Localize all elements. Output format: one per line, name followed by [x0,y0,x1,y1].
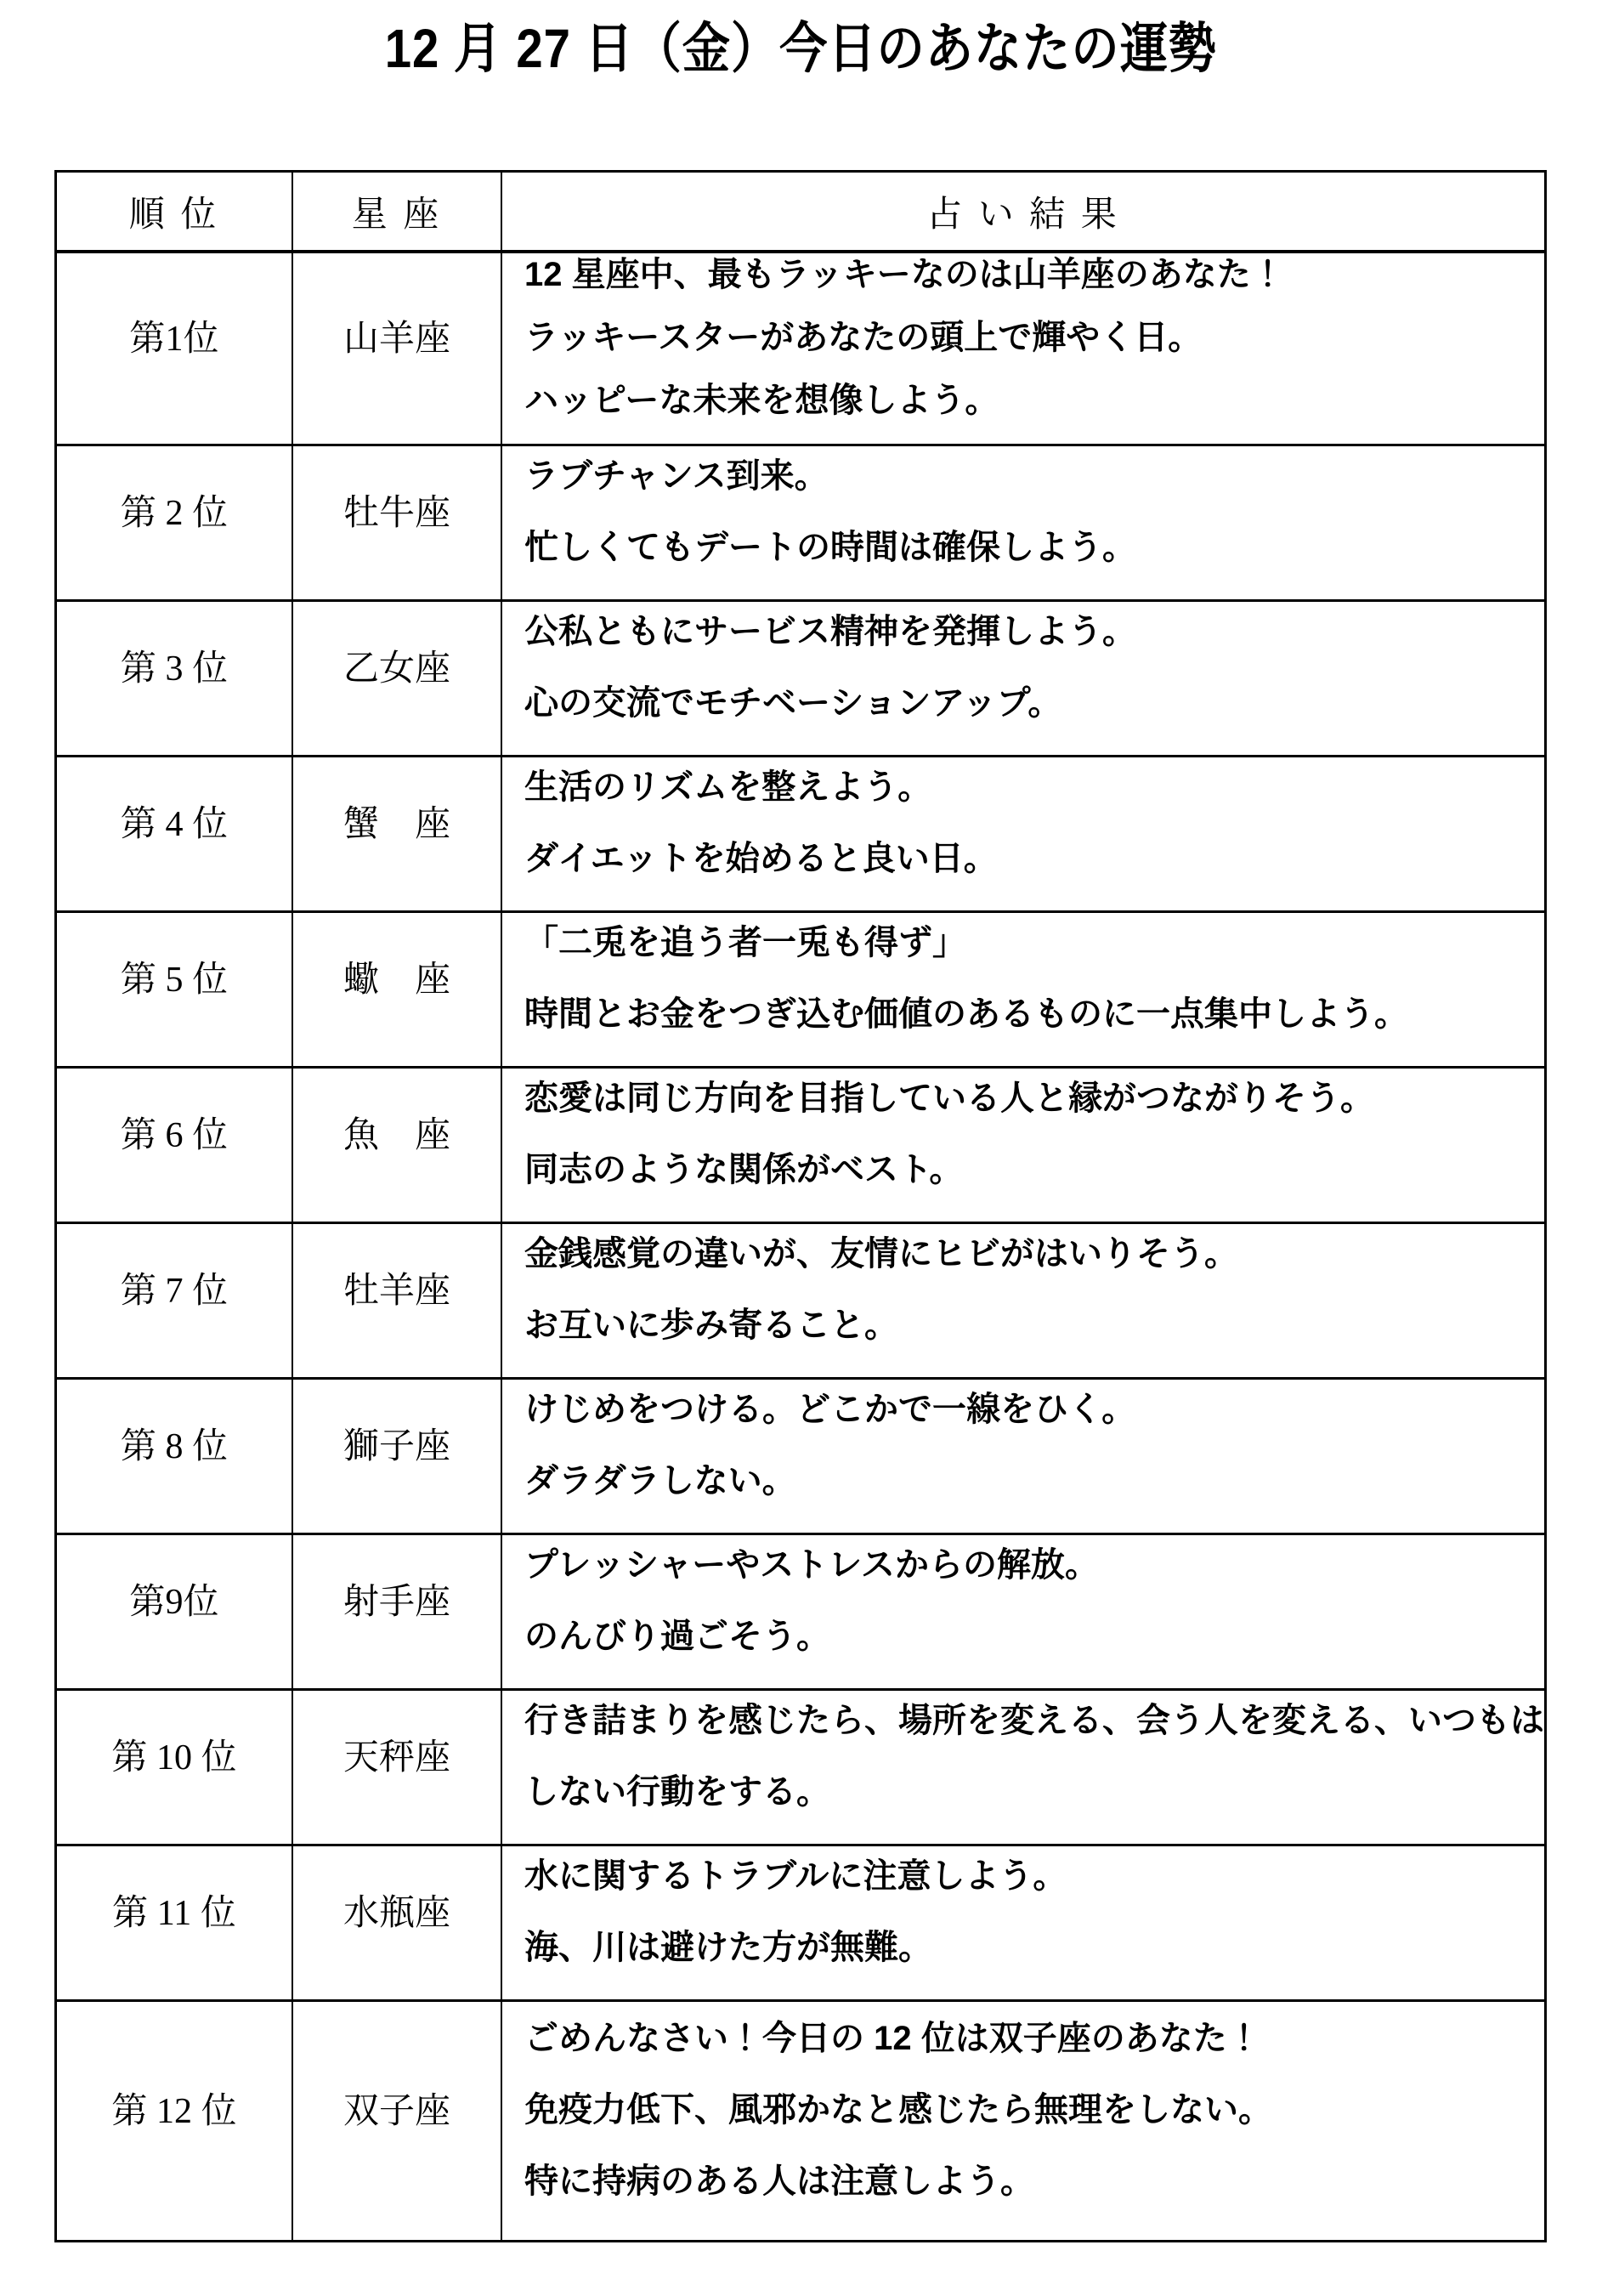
rank-cell: 第 4 位 [57,757,293,913]
fortune-line: ダラダラしない。 [524,1462,796,1499]
fortune-line: 同志のような関係がベスト。 [524,1151,964,1188]
result-cell [502,1380,1544,1535]
sign-cell: 魚 座 [293,1069,502,1224]
result-cell [502,1224,1544,1380]
sign-cell: 射手座 [293,1535,502,1691]
fortune-line: 特に持病のある人は注意しよう。 [524,2163,1034,2200]
fortune-line: しない行動をする。 [524,1773,830,1811]
fortune-line: 海、川は避けた方が無難。 [524,1929,932,1966]
fortune-line: プレッシャーやストレスからの解放。 [524,1546,1099,1584]
fortune-line: お互いに歩み寄ること。 [524,1307,898,1344]
sign-cell: 乙女座 [293,602,502,757]
sign-cell: 獅子座 [293,1380,502,1535]
fortune-line: 時間とお金をつぎ込む価値のあるものに一点集中しよう。 [524,995,1408,1033]
page-title-text: 12 月 27 日（金）今日のあなたの運勢 [384,18,1218,79]
page-title [0,12,1602,85]
sign-cell: 蠍 座 [293,913,502,1069]
sign-cell: 牡羊座 [293,1224,502,1380]
fortune-line: ラッキースターがあなたの頭上で輝やく日。 [524,319,1203,356]
fortune-line: ラブチャンス到来。 [524,457,829,495]
column-header-sign: 星 座 [293,173,502,253]
result-cell [502,253,1544,446]
fortune-line: 公私ともにサービス精神を発揮しよう。 [524,613,1136,650]
rank-cell: 第 12 位 [57,2002,293,2240]
fortune-line: 金銭感覚の違いが、友情にヒビがはいりそう。 [524,1235,1238,1273]
fortune-line: 免疫力低下、風邪かなと感じたら無理をしない。 [524,2091,1272,2129]
result-cell [502,1691,1544,1846]
result-cell [502,446,1544,602]
sign-cell: 水瓶座 [293,1846,502,2002]
sign-cell: 双子座 [293,2002,502,2240]
rank-cell: 第 6 位 [57,1069,293,1224]
sign-cell: 天秤座 [293,1691,502,1846]
column-header-rank: 順 位 [57,173,293,253]
result-cell [502,1846,1544,2002]
sign-cell: 山羊座 [293,253,502,446]
rank-cell: 第 7 位 [57,1224,293,1380]
sign-cell: 蟹 座 [293,757,502,913]
rank-cell: 第 11 位 [57,1846,293,2002]
rank-cell: 第1位 [57,253,293,446]
fortune-line: 行き詰まりを感じたら、場所を変える、会う人を変える、いつもは [524,1702,1544,1739]
rank-cell: 第 8 位 [57,1380,293,1535]
fortune-line: 「二兎を追う者一兎も得ず」 [524,924,966,961]
fortune-line: 生活のリズムを整えよう。 [524,768,932,806]
rank-cell: 第 3 位 [57,602,293,757]
sign-cell: 牡牛座 [293,446,502,602]
result-cell [502,1069,1544,1224]
result-cell [502,913,1544,1069]
fortune-line: けじめをつける。どこかで一線をひく。 [524,1391,1136,1428]
fortune-line: ごめんなさい！今日の 12 位は双子座のあなた！ [524,2020,1261,2057]
result-cell [502,2002,1544,2240]
rank-cell: 第 10 位 [57,1691,293,1846]
column-header-result: 占 い 結 果 [502,173,1544,253]
fortune-line: 心の交流でモチベーションアップ。 [524,684,1062,722]
fortune-line: ハッピーな未来を想像しよう。 [524,382,999,419]
result-cell [502,1535,1544,1691]
fortune-line: 12 星座中、最もラッキーなのは山羊座のあなた！ [524,256,1285,293]
result-cell [502,757,1544,913]
fortune-line: 忙しくてもデートの時間は確保しよう。 [524,529,1136,566]
fortune-line: 恋愛は同じ方向を目指している人と縁がつながりそう。 [524,1080,1374,1117]
fortune-line: 水に関するトラブルに注意しよう。 [524,1857,1067,1895]
fortune-line: ダイエットを始めると良い日。 [524,840,998,877]
rank-cell: 第9位 [57,1535,293,1691]
fortune-table [54,170,1547,2242]
result-cell [502,602,1544,757]
rank-cell: 第 5 位 [57,913,293,1069]
fortune-line: のんびり過ごそう。 [524,1618,830,1655]
rank-cell: 第 2 位 [57,446,293,602]
